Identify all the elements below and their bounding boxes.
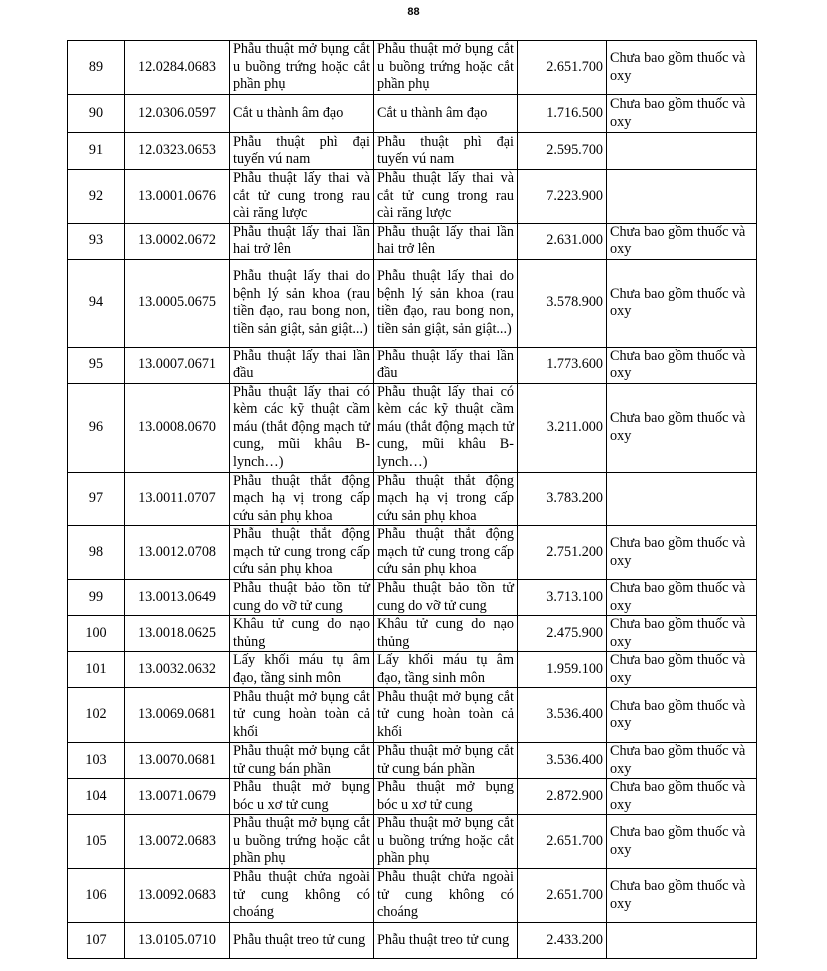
service-name-alt: Phẫu thuật thắt động mạch tử cung trong cấp cứu sản phụ khoa [374,526,518,580]
service-code: 13.0018.0625 [125,616,230,652]
service-code: 12.0306.0597 [125,95,230,133]
service-price: 1.959.100 [518,652,607,688]
row-number: 96 [68,383,125,472]
service-name-alt: Lấy khối máu tụ âm đạo, tầng sinh môn [374,652,518,688]
table-row [68,815,757,869]
row-number: 92 [68,170,125,224]
service-code: 13.0070.0681 [125,743,230,779]
service-name-alt: Phẫu thuật lấy thai và cắt tử cung trong rau cài răng lược [374,170,518,224]
service-note: Chưa bao gồm thuốc và oxy [607,383,757,472]
service-name: Phẫu thuật thắt động mạch hạ vị trong cấp cứu sản phụ khoa [230,472,374,526]
service-code: 13.0071.0679 [125,779,230,815]
row-number: 91 [68,133,125,170]
service-code: 13.0013.0649 [125,580,230,616]
row-number: 98 [68,526,125,580]
service-name-alt: Phẫu thuật bảo tồn tử cung do vỡ tử cung [374,580,518,616]
row-number: 102 [68,688,125,743]
table-row [68,170,757,224]
table-row [68,869,757,923]
row-number: 99 [68,580,125,616]
service-price: 2.631.000 [518,223,607,259]
service-price: 2.595.700 [518,133,607,170]
service-note: Chưa bao gồm thuốc và oxy [607,41,757,95]
row-number: 105 [68,815,125,869]
service-name: Phẫu thuật lấy thai và cắt tử cung trong rau cài răng lược [230,170,374,224]
service-price: 2.872.900 [518,779,607,815]
service-price: 1.773.600 [518,347,607,383]
service-price: 2.651.700 [518,815,607,869]
table-row [68,779,757,815]
service-name-alt: Phẫu thuật lấy thai lần hai trở lên [374,223,518,259]
row-number: 97 [68,472,125,526]
service-name: Phẫu thuật mở bụng cắt u buồng trứng hoặc cắt phần phụ [230,41,374,95]
service-name: Lấy khối máu tụ âm đạo, tầng sinh môn [230,652,374,688]
service-name: Phẫu thuật bảo tồn tử cung do vỡ tử cung [230,580,374,616]
table-row [68,472,757,526]
service-code: 13.0011.0707 [125,472,230,526]
service-price: 2.433.200 [518,923,607,959]
service-note [607,170,757,224]
service-name-alt: Phẫu thuật phì đại tuyến vú nam [374,133,518,170]
row-number: 100 [68,616,125,652]
service-name: Phẫu thuật treo tử cung [230,923,374,959]
service-price: 3.713.100 [518,580,607,616]
service-code: 13.0005.0675 [125,259,230,347]
service-note: Chưa bao gồm thuốc và oxy [607,223,757,259]
service-name: Phẫu thuật lấy thai lần hai trở lên [230,223,374,259]
table-row [68,688,757,743]
row-number: 95 [68,347,125,383]
service-name: Phẫu thuật lấy thai lần đầu [230,347,374,383]
service-name-alt: Phẫu thuật treo tử cung [374,923,518,959]
table-row [68,95,757,133]
service-note: Chưa bao gồm thuốc và oxy [607,580,757,616]
table-row [68,923,757,959]
service-name: Phẫu thuật mở bụng cắt u buồng trứng hoặc cắt phần phụ [230,815,374,869]
service-price: 2.475.900 [518,616,607,652]
row-number: 106 [68,869,125,923]
service-name-alt: Phẫu thuật mở bụng cắt u buồng trứng hoặc cắt phần phụ [374,815,518,869]
row-number: 101 [68,652,125,688]
service-code: 13.0092.0683 [125,869,230,923]
service-name: Phẫu thuật phì đại tuyến vú nam [230,133,374,170]
table-row [68,223,757,259]
service-note: Chưa bao gồm thuốc và oxy [607,743,757,779]
service-name-alt: Phẫu thuật lấy thai do bệnh lý sản khoa (rau tiền đạo, rau bong non, tiền sản giật, sản giật...) [374,259,518,347]
service-price: 1.716.500 [518,95,607,133]
service-name-alt: Phẫu thuật chửa ngoài tử cung không có choáng [374,869,518,923]
service-code: 13.0002.0672 [125,223,230,259]
row-number: 94 [68,259,125,347]
service-code: 13.0105.0710 [125,923,230,959]
service-code: 13.0072.0683 [125,815,230,869]
table-row [68,616,757,652]
service-name-alt: Phẫu thuật mở bụng cắt u buồng trứng hoặc cắt phần phụ [374,41,518,95]
service-name: Phẫu thuật mở bụng bóc u xơ tử cung [230,779,374,815]
service-name: Phẫu thuật mở bụng cắt tử cung bán phần [230,743,374,779]
service-code: 12.0284.0683 [125,41,230,95]
service-name: Phẫu thuật lấy thai do bệnh lý sản khoa (rau tiền đạo, rau bong non, tiền sản giật, sản giật...) [230,259,374,347]
table-row [68,580,757,616]
service-price: 3.783.200 [518,472,607,526]
table-row [68,383,757,472]
service-note: Chưa bao gồm thuốc và oxy [607,616,757,652]
service-note: Chưa bao gồm thuốc và oxy [607,688,757,743]
service-price: 3.211.000 [518,383,607,472]
service-note: Chưa bao gồm thuốc và oxy [607,526,757,580]
service-name-alt: Phẫu thuật lấy thai có kèm các kỹ thuật cầm máu (thắt động mạch tử cung, mũi khâu B-lynch…) [374,383,518,472]
price-table [67,40,757,959]
service-price: 3.536.400 [518,688,607,743]
service-note: Chưa bao gồm thuốc và oxy [607,652,757,688]
service-name: Phẫu thuật thắt động mạch tử cung trong cấp cứu sản phụ khoa [230,526,374,580]
table-row [68,133,757,170]
service-name: Phẫu thuật mở bụng cắt tử cung hoàn toàn cả khối [230,688,374,743]
service-note: Chưa bao gồm thuốc và oxy [607,815,757,869]
service-price: 3.578.900 [518,259,607,347]
service-note [607,133,757,170]
table-row [68,743,757,779]
row-number: 90 [68,95,125,133]
service-price: 2.651.700 [518,869,607,923]
service-code: 13.0012.0708 [125,526,230,580]
row-number: 103 [68,743,125,779]
page-number: 88 [407,6,420,18]
service-name-alt: Phẫu thuật mở bụng cắt tử cung bán phần [374,743,518,779]
service-name: Phẫu thuật chửa ngoài tử cung không có choáng [230,869,374,923]
service-note: Chưa bao gồm thuốc và oxy [607,869,757,923]
service-price: 2.651.700 [518,41,607,95]
table-row [68,347,757,383]
service-note: Chưa bao gồm thuốc và oxy [607,347,757,383]
service-code: 13.0032.0632 [125,652,230,688]
service-code: 13.0069.0681 [125,688,230,743]
service-name-alt: Cắt u thành âm đạo [374,95,518,133]
service-note: Chưa bao gồm thuốc và oxy [607,779,757,815]
service-note: Chưa bao gồm thuốc và oxy [607,95,757,133]
service-name: Cắt u thành âm đạo [230,95,374,133]
service-note [607,923,757,959]
service-note: Chưa bao gồm thuốc và oxy [607,259,757,347]
service-name: Phẫu thuật lấy thai có kèm các kỹ thuật cầm máu (thắt động mạch tử cung, mũi khâu B-lynch…) [230,383,374,472]
service-code: 13.0007.0671 [125,347,230,383]
table-row [68,259,757,347]
row-number: 89 [68,41,125,95]
service-name: Khâu tử cung do nạo thủng [230,616,374,652]
service-price: 7.223.900 [518,170,607,224]
service-note [607,472,757,526]
service-name-alt: Phẫu thuật mở bụng bóc u xơ tử cung [374,779,518,815]
table-row [68,652,757,688]
service-code: 13.0008.0670 [125,383,230,472]
service-code: 12.0323.0653 [125,133,230,170]
row-number: 107 [68,923,125,959]
service-name-alt: Khâu tử cung do nạo thủng [374,616,518,652]
row-number: 93 [68,223,125,259]
service-code: 13.0001.0676 [125,170,230,224]
service-name-alt: Phẫu thuật lấy thai lần đầu [374,347,518,383]
table-row [68,526,757,580]
service-price: 3.536.400 [518,743,607,779]
service-name-alt: Phẫu thuật mở bụng cắt tử cung hoàn toàn cả khối [374,688,518,743]
row-number: 104 [68,779,125,815]
table-row [68,41,757,95]
service-price: 2.751.200 [518,526,607,580]
service-name-alt: Phẫu thuật thắt động mạch hạ vị trong cấp cứu sản phụ khoa [374,472,518,526]
